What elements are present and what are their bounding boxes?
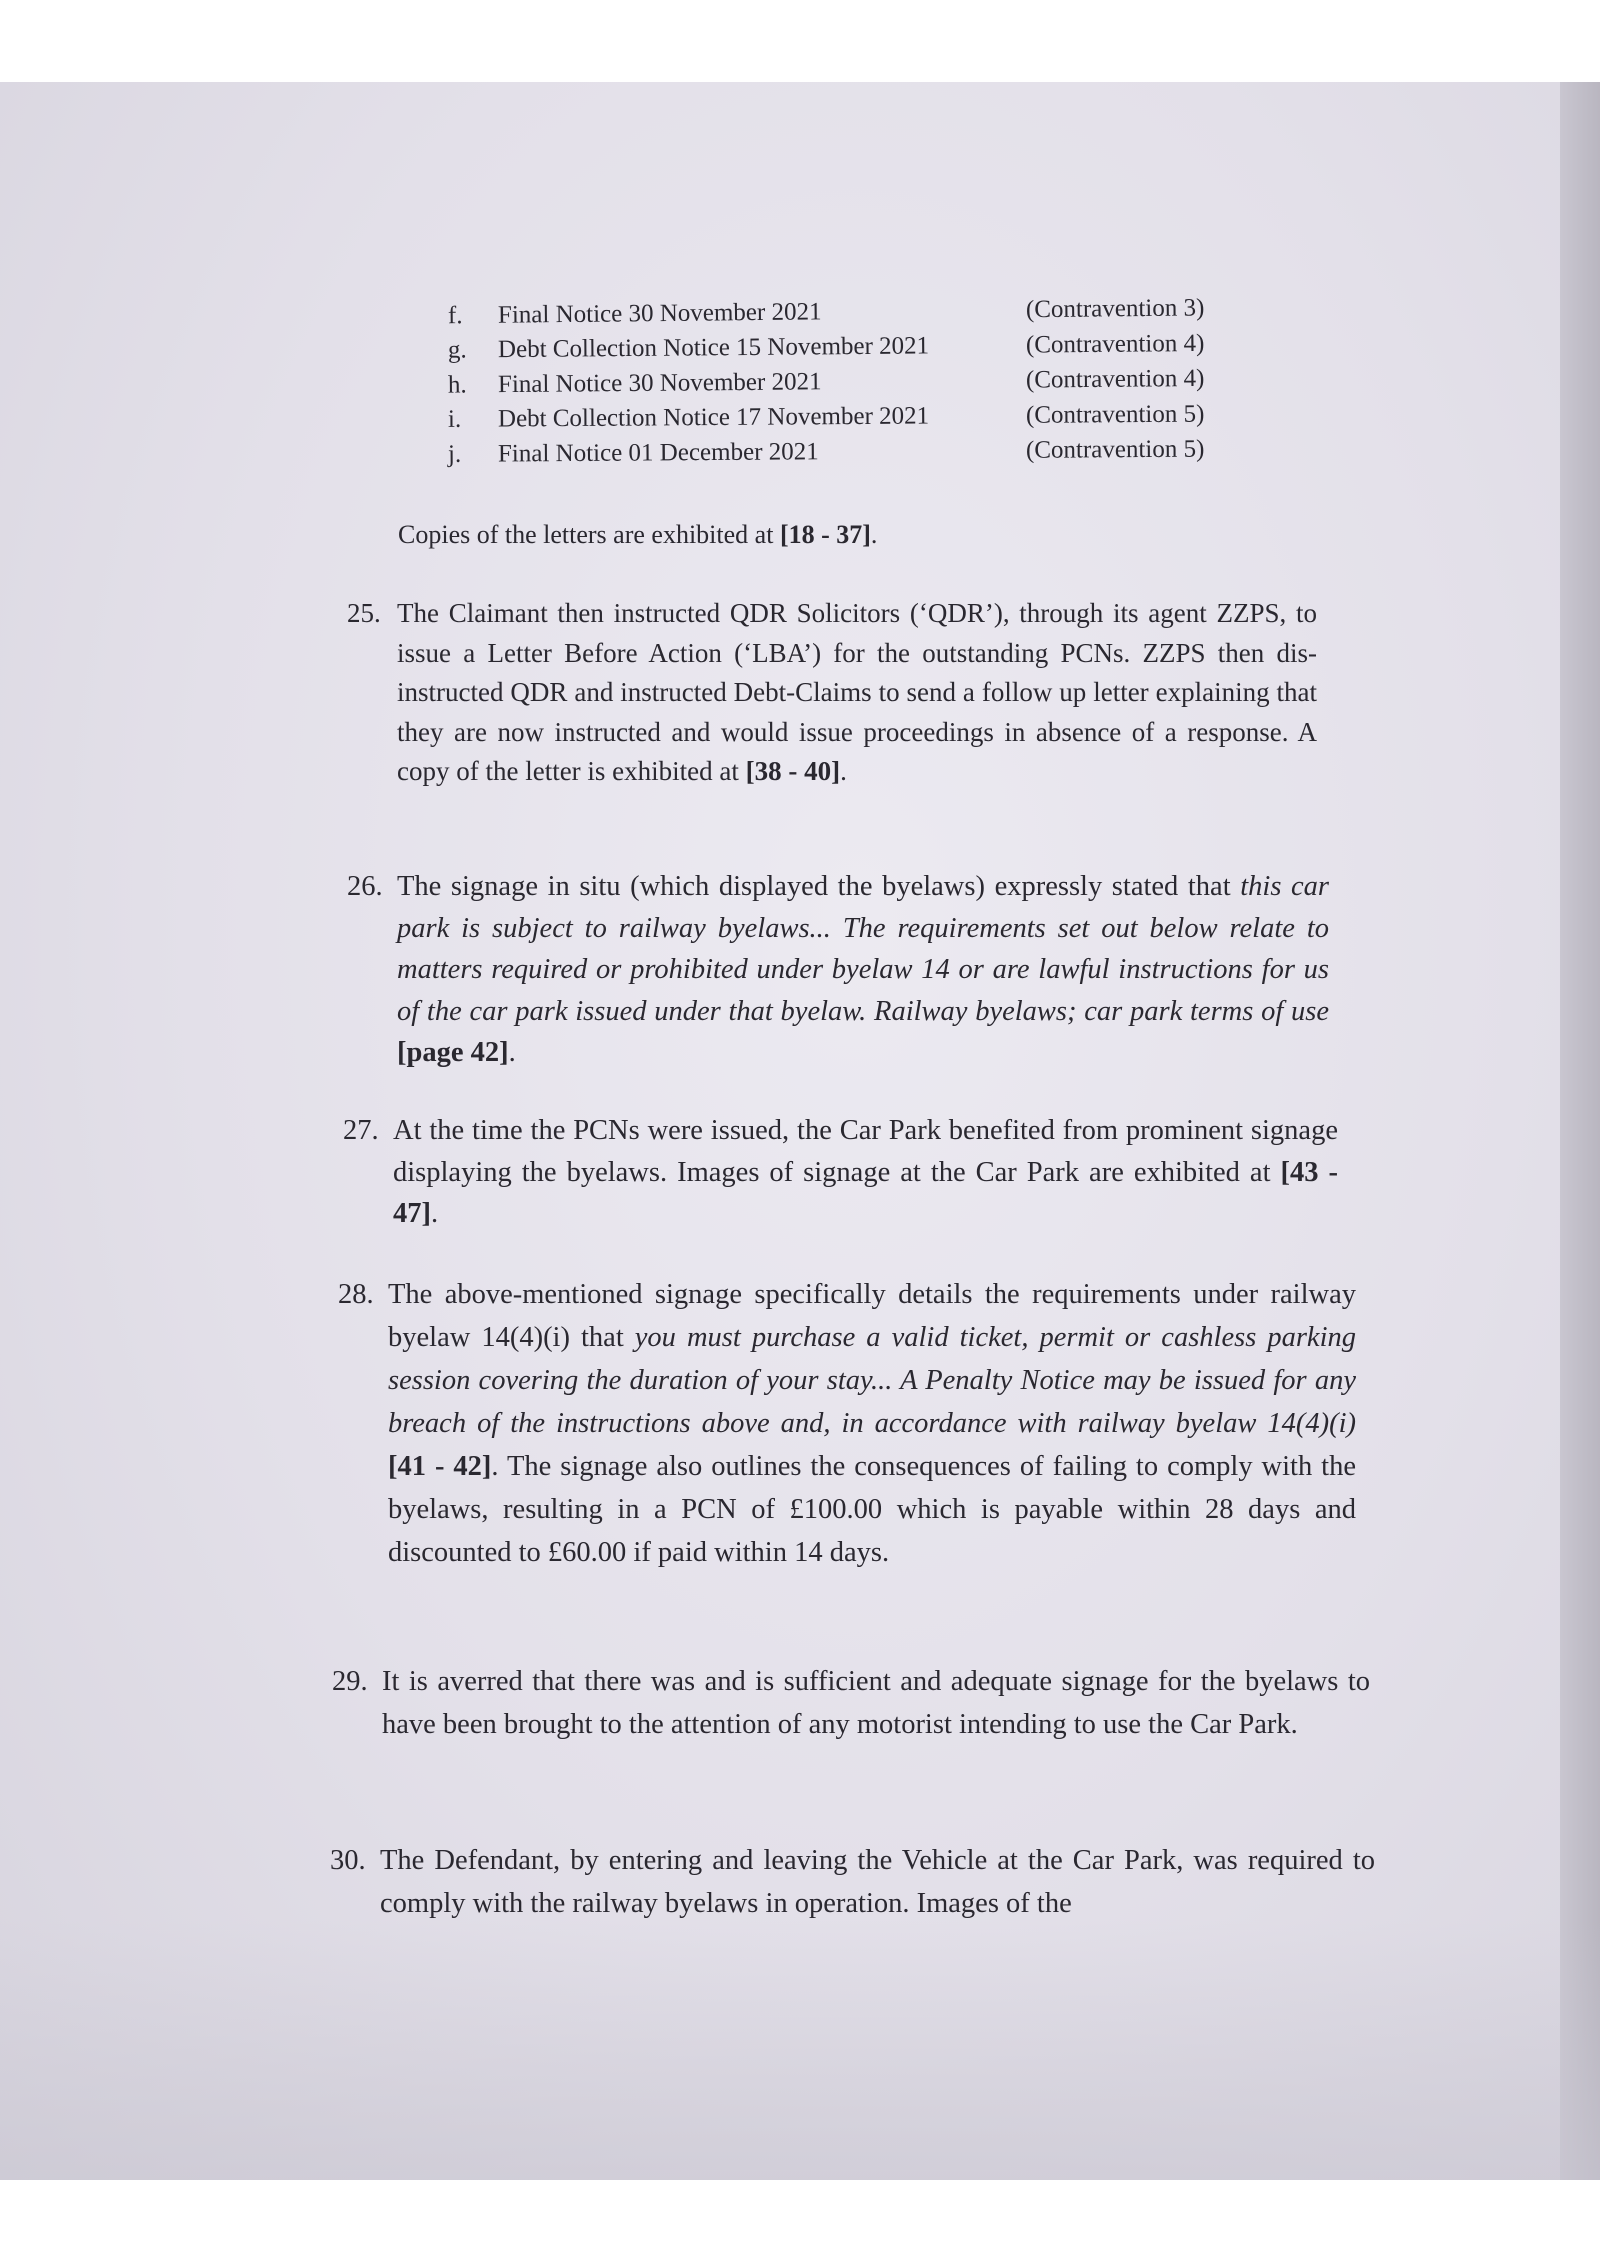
paragraph-number: 26. <box>347 871 383 902</box>
exhibit-reference: [38 - 40] <box>745 756 841 786</box>
paragraph-number: 29. <box>332 1666 368 1697</box>
paragraph-text: The signage in situ (which displayed the byelaws) expressly stated that <box>397 871 1241 902</box>
copies-end: . <box>870 520 878 549</box>
paragraph-end: . <box>431 1198 439 1229</box>
paragraph-25 <box>347 594 1317 792</box>
paragraph-number: 25. <box>347 598 381 628</box>
paragraph-28 <box>338 1273 1356 1574</box>
paragraph-number: 30. <box>330 1845 366 1876</box>
list-marker: g. <box>447 336 467 364</box>
paragraph-30 <box>330 1839 1375 1925</box>
list-marker: i. <box>447 405 462 433</box>
letter-contravention: (Contravention 5) <box>1025 400 1205 429</box>
list-marker: f. <box>447 302 463 330</box>
letter-title: Debt Collection Notice 15 November 2021 <box>497 332 930 364</box>
letter-title: Final Notice 01 December 2021 <box>497 438 819 468</box>
paragraph-text: At the time the PCNs were issued, the Car Park benefited from prominent signage displaying the byelaws. Images of signage at the Car Park are exhibited at <box>393 1115 1338 1188</box>
document-photo <box>0 82 1600 2180</box>
copies-text: Copies of the letters are exhibited at <box>398 520 780 549</box>
letter-contravention: (Contravention 5) <box>1025 435 1205 464</box>
letter-contravention: (Contravention 4) <box>1025 364 1205 394</box>
paragraph-number: 27. <box>343 1115 379 1146</box>
exhibit-reference: [43 - 47] <box>393 1156 1338 1229</box>
paragraph-end: . <box>840 756 847 786</box>
paragraph-26 <box>347 866 1330 1074</box>
signage-quote: you must purchase a valid ticket, permit or cashless parking session covering the duration of your stay... A Penalty Notice may be issued for any breach of the instructions above and, in accordance with railway byelaw 14(4)(i) <box>388 1322 1356 1439</box>
paper-edge-shadow <box>1560 82 1600 2180</box>
paragraph-text: The above-mentioned signage specifically details the requirements under railway byelaw 14(4)(i) that <box>388 1279 1356 1353</box>
list-item <box>448 435 1268 476</box>
list-marker: h. <box>447 371 467 399</box>
paragraph-29 <box>332 1660 1370 1746</box>
paragraph-text-after: . The signage also outlines the consequences of failing to comply with the byelaws, resulting in a PCN of £100.00 which is payable within 28 days and discounted to £60.00 if paid within 14 days. <box>388 1451 1356 1568</box>
paragraph-27 <box>343 1110 1338 1235</box>
letter-title: Final Notice 30 November 2021 <box>497 298 822 329</box>
letters-list <box>447 294 1268 473</box>
paragraph-number: 28. <box>338 1279 374 1310</box>
signage-quote: this car park is subject to railway byelaws... The requirements set out below relate to matters required or prohibited under byelaw 14 or are lawful instructions for us of the car park issued under that byelaw. Railway byelaws; car park terms of use <box>397 871 1330 1027</box>
letter-title: Final Notice 30 November 2021 <box>497 368 822 399</box>
bottom-shadow <box>0 1920 1600 2180</box>
paragraph-text: The Claimant then instructed QDR Solicitors (‘QDR’), through its agent ZZPS, to issue a Letter Before Action (‘LBA’) for the outstanding PCNs. ZZPS then dis-instructed QDR and instructed Debt-Claims to send a follow up letter explaining that they are now instructed and would issue proceedings in absence of a response. A copy of the letter is exhibited at <box>397 598 1317 786</box>
exhibit-reference: [41 - 42] <box>388 1451 492 1482</box>
letter-contravention: (Contravention 3) <box>1025 294 1205 324</box>
letter-contravention: (Contravention 4) <box>1025 329 1205 359</box>
copies-note <box>398 520 877 550</box>
paragraph-end: . <box>508 1037 516 1068</box>
exhibit-reference: [page 42] <box>397 1037 509 1068</box>
list-marker: j. <box>447 440 462 468</box>
list-item <box>448 400 1268 441</box>
letter-title: Debt Collection Notice 17 November 2021 <box>497 402 930 433</box>
exhibit-reference: [18 - 37] <box>779 520 871 549</box>
paragraph-text: The Defendant, by entering and leaving the Vehicle at the Car Park, was required to comply with the railway byelaws in operation. Images of the <box>380 1845 1375 1919</box>
paragraph-text: It is averred that there was and is sufficient and adequate signage for the byelaws to have been brought to the attention of any motorist intending to use the Car Park. <box>382 1666 1370 1740</box>
